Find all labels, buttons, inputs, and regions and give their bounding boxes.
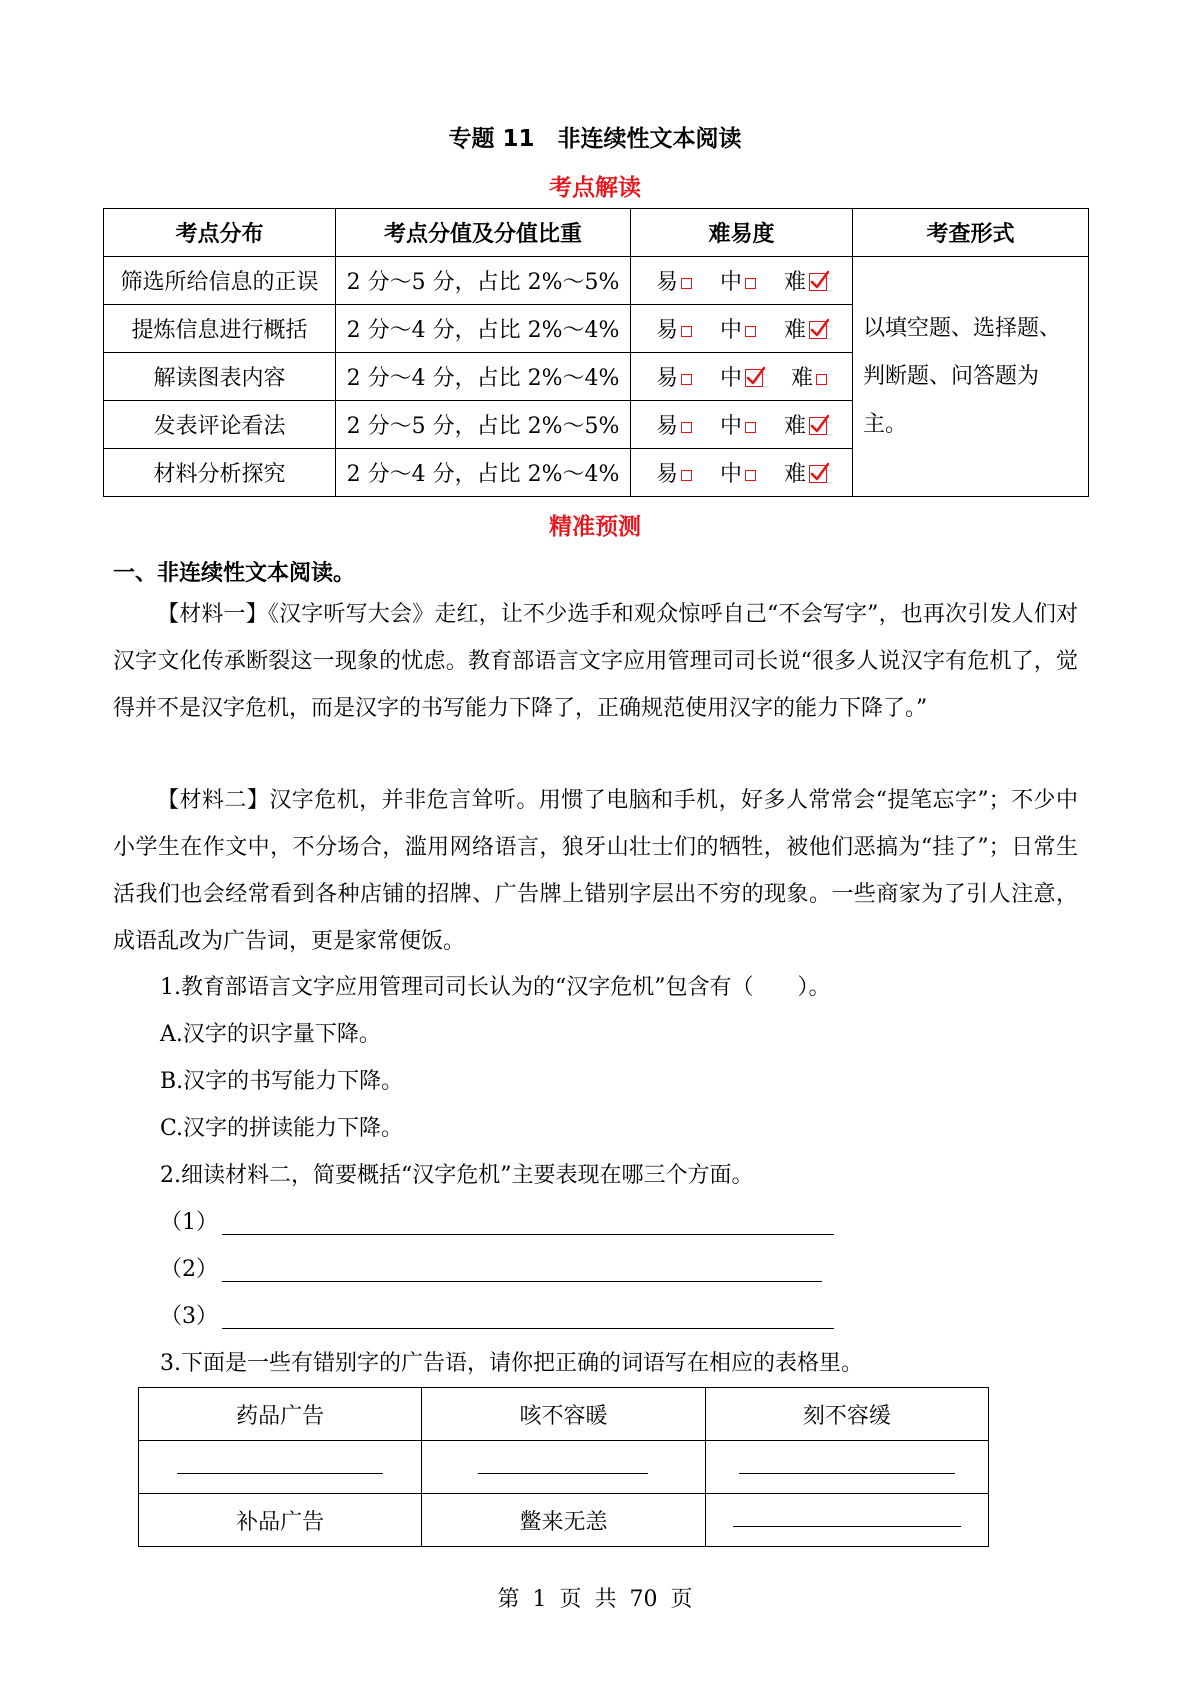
table-row bbox=[104, 257, 1089, 305]
score-cell: 2 分～4 分，占比 2%～4% bbox=[336, 449, 631, 497]
exam-form-cell: 以填空题、选择题、判断题、问答题为主。 bbox=[853, 257, 1089, 497]
header-topic: 考点分布 bbox=[104, 209, 336, 257]
difficulty-label: 中 bbox=[719, 462, 742, 487]
q1-option-c: C.汉字的拼读能力下降。 bbox=[160, 1116, 404, 1141]
checked-box-icon bbox=[745, 369, 763, 387]
difficulty-label: 易 bbox=[655, 414, 678, 439]
difficulty-label: 中 bbox=[719, 414, 742, 439]
difficulty-cell bbox=[631, 353, 853, 401]
table-row bbox=[139, 1494, 989, 1547]
difficulty-option-hard bbox=[791, 361, 827, 392]
difficulty-label: 易 bbox=[655, 462, 678, 487]
question-2: 2.细读材料二，简要概括“汉字危机”主要表现在哪三个方面。 bbox=[160, 1163, 754, 1188]
header-score: 考点分值及分值比重 bbox=[336, 209, 631, 257]
ad-blank-cell[interactable] bbox=[705, 1441, 988, 1494]
difficulty-option-easy bbox=[656, 265, 692, 296]
difficulty-option-medium bbox=[720, 313, 756, 344]
question-heading: 一、非连续性文本阅读。 bbox=[113, 561, 356, 586]
material-one: 【材料一】《汉字听写大会》走红，让不少选手和观众惊呼自己“不会写字”，也再次引发人们对汉字文化传承断裂这一现象的忧虑。教育部语言文字应用管理司司长说“很多人说汉字有危机了，觉得并不是汉字危机，而是汉字的书写能力下降了，正确规范使用汉字的能力下降了。” bbox=[113, 602, 1078, 721]
q1-option-a: A.汉字的识字量下降。 bbox=[160, 1022, 381, 1047]
topic-cell: 筛选所给信息的正误 bbox=[104, 257, 336, 305]
score-cell: 2 分～5 分，占比 2%～5% bbox=[336, 401, 631, 449]
difficulty-option-easy bbox=[656, 409, 692, 440]
empty-box-icon bbox=[681, 374, 692, 385]
exam-points-table bbox=[103, 208, 1089, 497]
empty-box-icon bbox=[745, 278, 756, 289]
difficulty-cell bbox=[631, 401, 853, 449]
ad-slogan-wrong: 咳不容暖 bbox=[422, 1388, 705, 1441]
question-3: 3.下面是一些有错别字的广告语，请你把正确的词语写在相应的表格里。 bbox=[160, 1351, 863, 1376]
q2-answer-line-3 bbox=[160, 1293, 834, 1340]
page-footer: 第 1 页 共 70 页 bbox=[497, 1587, 693, 1612]
difficulty-label: 难 bbox=[784, 318, 807, 343]
difficulty-option-hard bbox=[784, 313, 827, 344]
difficulty-option-hard bbox=[784, 409, 827, 440]
q2-answer-line-2 bbox=[160, 1246, 822, 1293]
table-row bbox=[139, 1441, 989, 1494]
topic-cell: 解读图表内容 bbox=[104, 353, 336, 401]
ad-idiom-correct: 刻不容缓 bbox=[705, 1388, 988, 1441]
difficulty-option-easy bbox=[656, 313, 692, 344]
empty-box-icon bbox=[681, 278, 692, 289]
difficulty-option-medium bbox=[720, 409, 756, 440]
difficulty-option-hard bbox=[784, 457, 827, 488]
difficulty-label: 难 bbox=[784, 270, 807, 295]
difficulty-label: 中 bbox=[719, 318, 742, 343]
difficulty-option-medium bbox=[720, 265, 756, 296]
empty-box-icon bbox=[816, 374, 827, 385]
q2-blank-label-3: （3） bbox=[160, 1304, 218, 1329]
page-title: 专题 11 非连续性文本阅读 bbox=[448, 126, 742, 152]
empty-box-icon bbox=[681, 422, 692, 433]
ad-blank-line[interactable] bbox=[733, 1508, 961, 1527]
score-cell: 2 分～5 分，占比 2%～5% bbox=[336, 257, 631, 305]
score-cell: 2 分～4 分，占比 2%～4% bbox=[336, 305, 631, 353]
score-cell: 2 分～4 分，占比 2%～4% bbox=[336, 353, 631, 401]
ad-correction-table bbox=[138, 1387, 989, 1547]
ad-blank-line[interactable] bbox=[478, 1455, 648, 1474]
difficulty-label: 易 bbox=[655, 270, 678, 295]
difficulty-label: 中 bbox=[719, 366, 742, 391]
answer-blank-2[interactable] bbox=[222, 1255, 822, 1282]
difficulty-label: 中 bbox=[719, 270, 742, 295]
q2-blank-label-2: （2） bbox=[160, 1257, 218, 1282]
section-heading-analysis: 考点解读 bbox=[549, 175, 641, 201]
difficulty-option-easy bbox=[656, 361, 692, 392]
difficulty-cell bbox=[631, 449, 853, 497]
ad-blank-cell[interactable] bbox=[705, 1494, 988, 1547]
ad-blank-cell[interactable] bbox=[422, 1441, 705, 1494]
section-heading-prediction: 精准预测 bbox=[549, 514, 641, 540]
table-header-row bbox=[104, 209, 1089, 257]
difficulty-label: 难 bbox=[784, 462, 807, 487]
difficulty-cell bbox=[631, 305, 853, 353]
answer-blank-1[interactable] bbox=[222, 1208, 834, 1235]
empty-box-icon bbox=[745, 470, 756, 481]
empty-box-icon bbox=[681, 470, 692, 481]
ad-blank-cell[interactable] bbox=[139, 1441, 422, 1494]
difficulty-option-hard bbox=[784, 265, 827, 296]
answer-blank-3[interactable] bbox=[222, 1302, 834, 1329]
header-difficulty: 难易度 bbox=[631, 209, 853, 257]
difficulty-label: 易 bbox=[655, 366, 678, 391]
q2-answer-line-1 bbox=[160, 1199, 834, 1246]
q2-blank-label-1: （1） bbox=[160, 1210, 218, 1235]
header-form: 考查形式 bbox=[853, 209, 1089, 257]
difficulty-cell bbox=[631, 257, 853, 305]
material-two: 【材料二】汉字危机，并非危言耸听。用惯了电脑和手机，好多人常常会“提笔忘字”；不少中小学生在作文中，不分场合，滥用网络语言，狼牙山壮士们的牺牲，被他们恶搞为“挂了”；日常生活我们也会经常看到各种店铺的招牌、广告牌上错别字层出不穷的现象。一些商家为了引人注意，成语乱改为广告词，更是家常便饭。 bbox=[113, 788, 1078, 954]
empty-box-icon bbox=[745, 326, 756, 337]
ad-category-supplement: 补品广告 bbox=[139, 1494, 422, 1547]
difficulty-option-easy bbox=[656, 457, 692, 488]
difficulty-label: 难 bbox=[791, 366, 814, 391]
question-1: 1.教育部语言文字应用管理司司长认为的“汉字危机”包含有（ ）。 bbox=[160, 975, 831, 1000]
topic-cell: 提炼信息进行概括 bbox=[104, 305, 336, 353]
difficulty-option-medium bbox=[720, 361, 763, 392]
empty-box-icon bbox=[681, 326, 692, 337]
table-row bbox=[139, 1388, 989, 1441]
topic-cell: 发表评论看法 bbox=[104, 401, 336, 449]
ad-slogan-wrong: 鳖来无恙 bbox=[422, 1494, 705, 1547]
difficulty-option-medium bbox=[720, 457, 756, 488]
ad-category-medicine: 药品广告 bbox=[139, 1388, 422, 1441]
checked-box-icon bbox=[809, 273, 827, 291]
q1-option-b: B.汉字的书写能力下降。 bbox=[160, 1069, 404, 1094]
checked-box-icon bbox=[809, 321, 827, 339]
difficulty-label: 易 bbox=[655, 318, 678, 343]
checked-box-icon bbox=[809, 465, 827, 483]
ad-blank-line[interactable] bbox=[739, 1455, 955, 1474]
checked-box-icon bbox=[809, 417, 827, 435]
topic-cell: 材料分析探究 bbox=[104, 449, 336, 497]
ad-blank-line[interactable] bbox=[177, 1455, 383, 1474]
difficulty-label: 难 bbox=[784, 414, 807, 439]
empty-box-icon bbox=[745, 422, 756, 433]
